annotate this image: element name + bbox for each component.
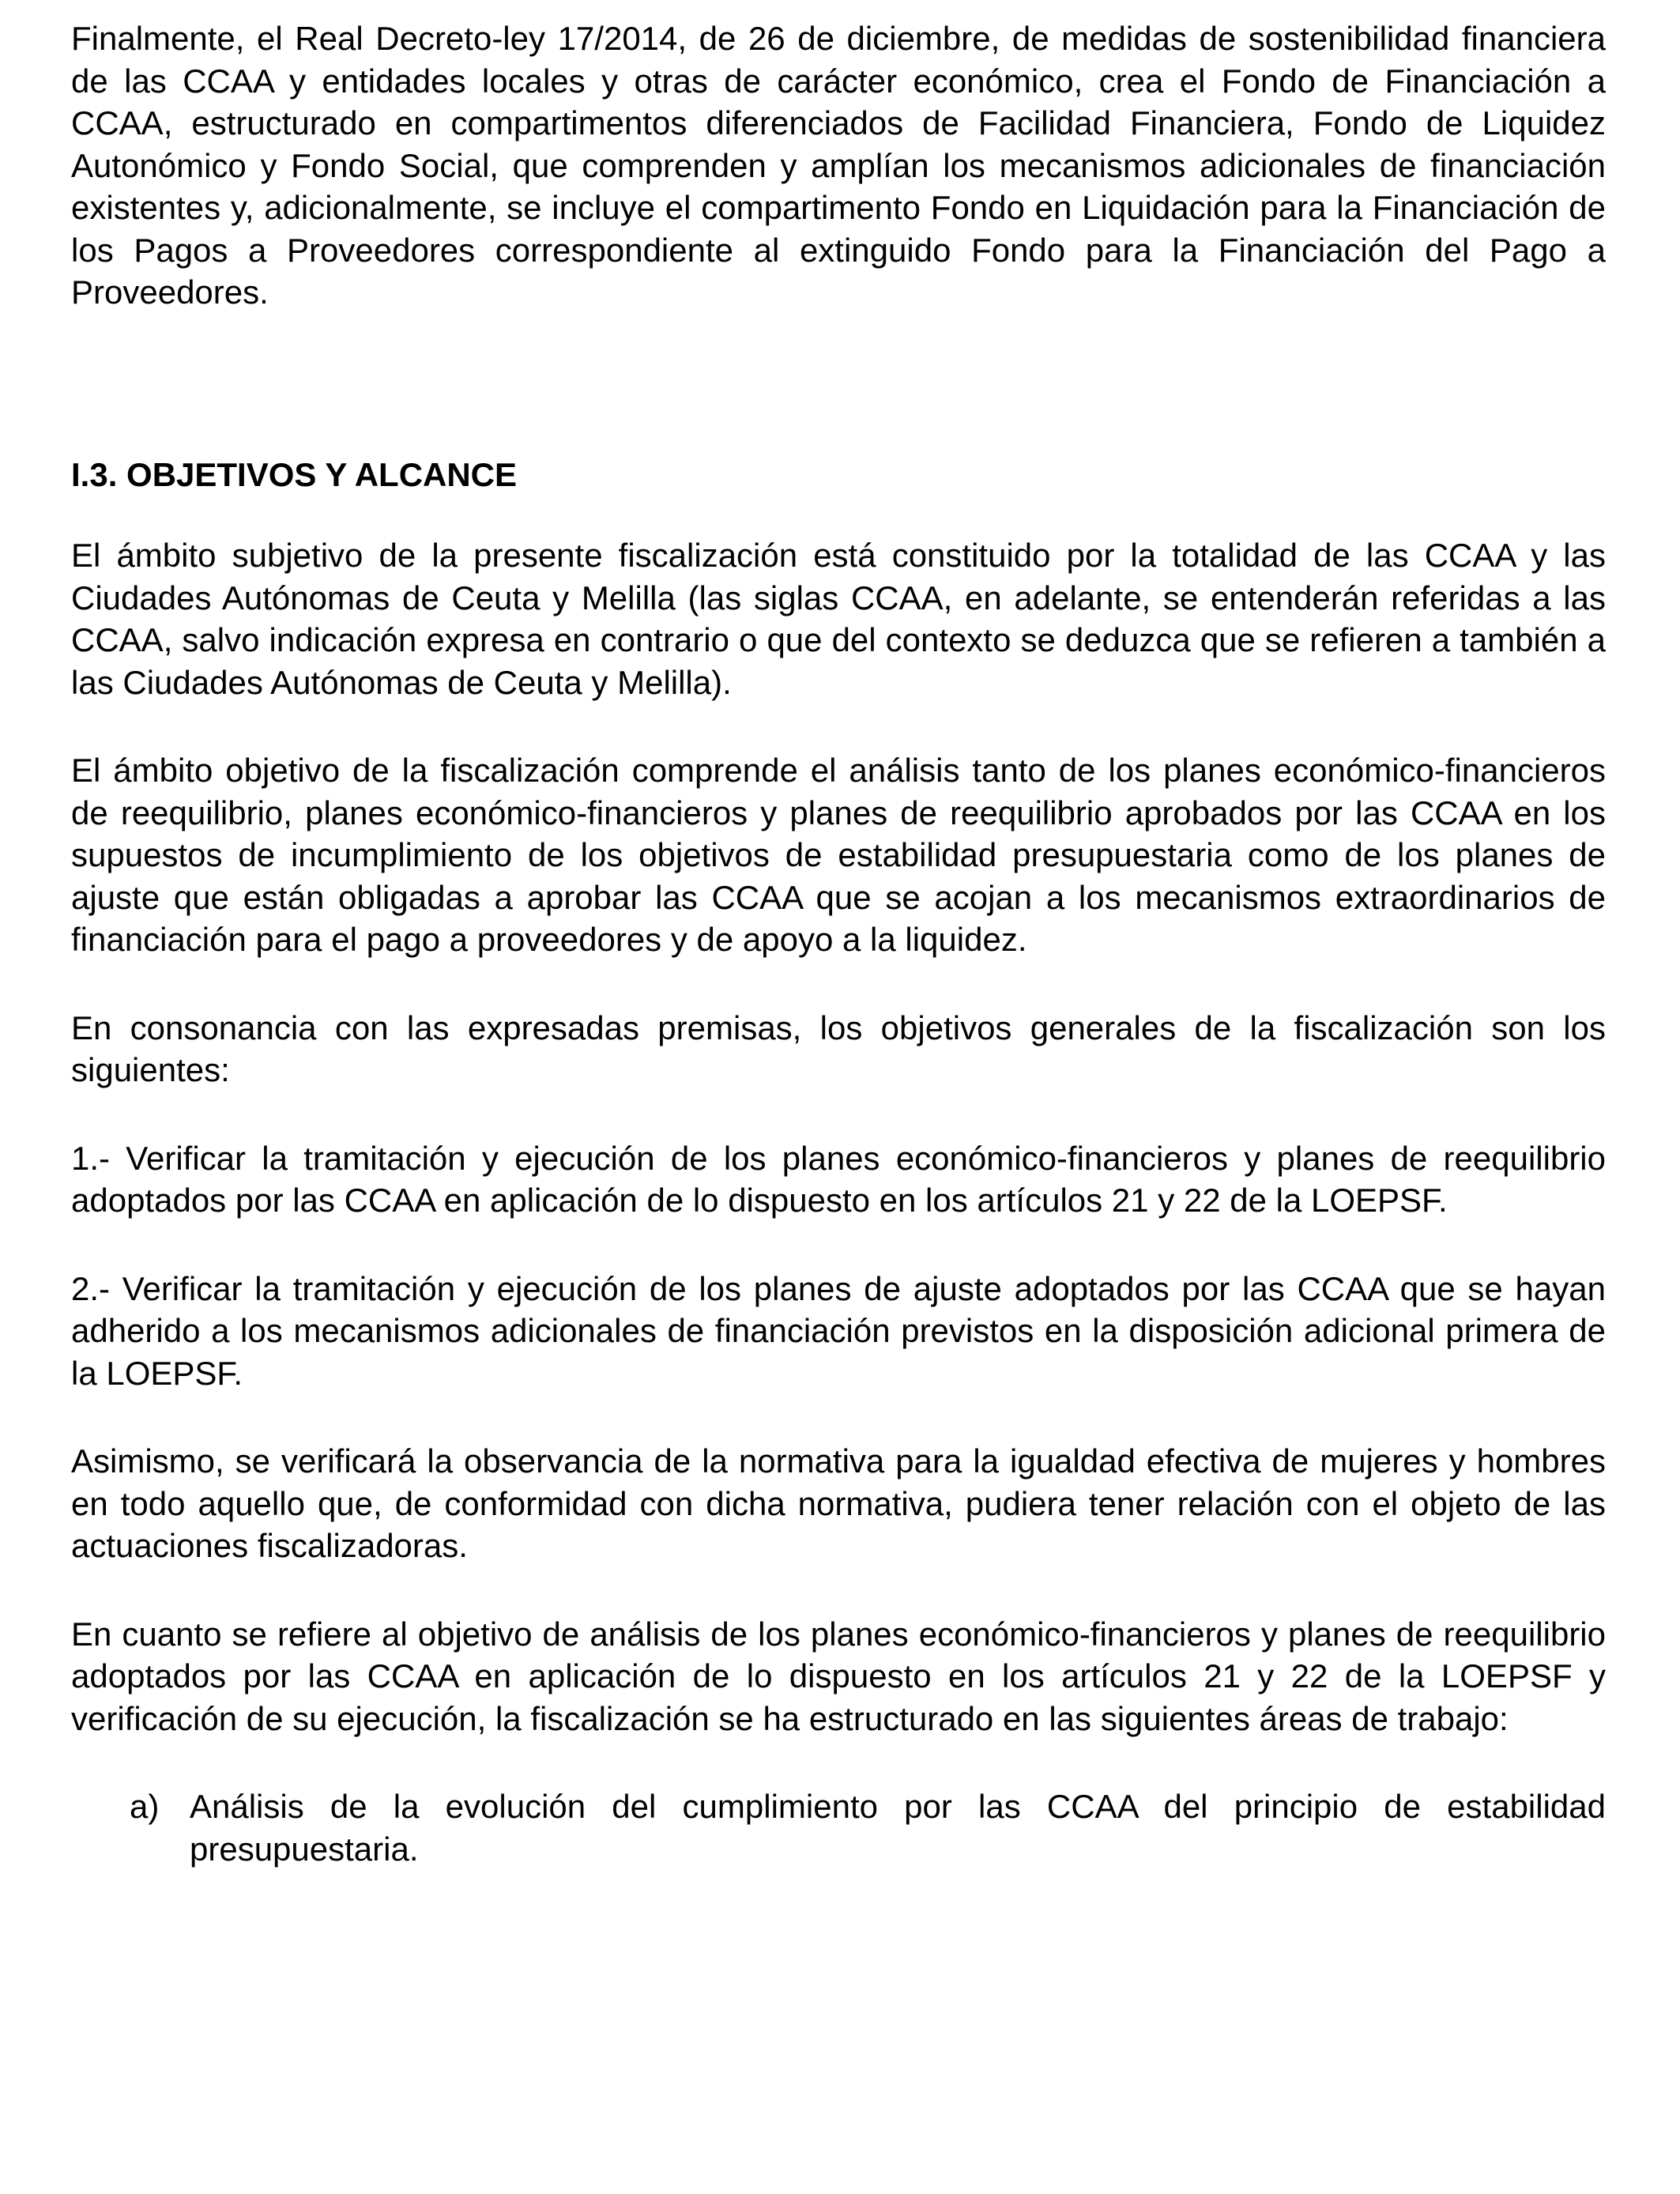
paragraph-objetivos-generales: En consonancia con las expresadas premisas, los objetivos generales de la fiscalización son los siguientes: [71,1008,1606,1088]
list-marker-a: a) [130,1788,160,1825]
list-item-a-text: Análisis de la evolución del cumplimiento por las CCAA del principio de estabilidad presupuestaria. [190,1788,1606,1868]
paragraph-igualdad: Asimismo, se verificará la observancia de la normativa para la igualdad efectiva de mujeres y hombres en todo aquello que, de conformidad con dicha normativa, pudiera tener relación con el objeto de las actuaciones fiscalizadoras. [71,1442,1606,1564]
section-heading: I.3. OBJETIVOS Y ALCANCE [71,455,518,493]
paragraph-ambito-objetivo: El ámbito objetivo de la fiscalización comprende el análisis tanto de los planes económico-financieros de reequilibrio, planes económico-financieros y planes de reequilibrio aprobados por las CCAA en los supuestos de incumplimiento de los objetivos de estabilidad presupuestaria como de los planes de ajuste que están obligadas a aprobar las CCAA que se acojan a los mecanismos extraordinarios de financiación para el pago a proveedores y de apoyo a la liquidez. [71,752,1606,958]
document-page [71,17,1606,1870]
paragraph-objetivo-1: 1.- Verificar la tramitación y ejecución de los planes económico-financieros y planes de reequilibrio adoptados por las CCAA en aplicación de lo dispuesto en los artículos 21 y 22 de la LOEPSF. [71,1139,1606,1219]
list-item-a [71,1785,1606,1870]
paragraph-objetivo-2: 2.- Verificar la tramitación y ejecución de los planes de ajuste adoptados por las CCAA que se hayan adherido a los mecanismos adicionales de financiación previstos en la disposición adicional primera de la LOEPSF. [71,1269,1606,1392]
paragraph-areas-trabajo: En cuanto se refiere al objetivo de análisis de los planes económico-financieros y planes de reequilibrio adoptados por las CCAA en aplicación de lo dispuesto en los artículos 21 y 22 de la LOEPSF y verificación de su ejecución, la fiscalización se ha estructurado en las siguientes áreas de trabajo: [71,1615,1606,1737]
paragraph-ambito-subjetivo: El ámbito subjetivo de la presente fiscalización está constituido por la totalidad de las CCAA y las Ciudades Autónomas de Ceuta y Melilla (las siglas CCAA, en adelante, se entenderán referidas a las CCAA, salvo indicación expresa en contrario o que del contexto se deduzca que se refieren a también a las Ciudades Autónomas de Ceuta y Melilla). [71,537,1606,701]
paragraph-fondo-financiacion: Finalmente, el Real Decreto-ley 17/2014, de 26 de diciembre, de medidas de sostenibilidad financiera de las CCAA y entidades locales y otras de carácter económico, crea el Fondo de Financiación a CCAA, estructurado en compartimentos diferenciados de Facilidad Financiera, Fondo de Liquidez Autonómico y Fondo Social, que comprenden y amplían los mecanismos adicionales de financiación existentes y, adicionalmente, se incluye el compartimento Fondo en Liquidación para la Financiación de los Pagos a Proveedores correspondiente al extinguido Fondo para la Financiación del Pago a Proveedores. [71,20,1606,311]
